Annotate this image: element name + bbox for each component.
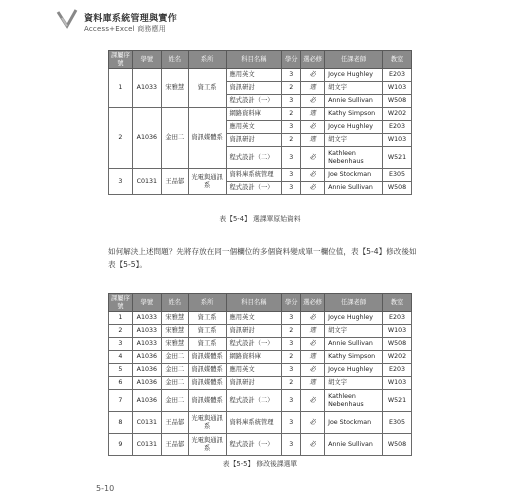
cell-dept: 光電與通訊系	[188, 412, 226, 434]
cell-seq: 2	[109, 108, 133, 169]
cell-req: 選	[301, 351, 325, 364]
cell-req: 選	[301, 377, 325, 390]
cell-id: A1036	[132, 364, 161, 377]
cell-seq: 3	[109, 169, 133, 195]
column-header: 姓名	[161, 51, 188, 69]
table-row	[109, 108, 412, 121]
cell-req: 必	[301, 338, 325, 351]
cell-credit: 3	[282, 390, 301, 412]
cell-seq: 9	[109, 434, 133, 456]
cell-req: 必	[301, 412, 325, 434]
page-number: 5-10	[96, 484, 115, 493]
cell-required: 必	[301, 121, 325, 134]
header-subtitle: Access+Excel 商務應用	[84, 25, 166, 33]
table-row	[109, 338, 412, 351]
cell-room: E203	[382, 121, 411, 134]
cell-teacher: Joyce Hughley	[325, 312, 383, 325]
cell-credit: 3	[282, 147, 301, 169]
header-logo-icon	[56, 8, 78, 30]
cell-room: E305	[382, 412, 411, 434]
cell-course: 應用英文	[226, 364, 282, 377]
cell-room: W508	[382, 338, 411, 351]
cell-course: 資訊研討	[226, 377, 282, 390]
table2-caption: 表【5-5】 修改後課選單	[222, 460, 298, 468]
column-header: 系所	[188, 294, 226, 312]
cell-credit: 3	[282, 95, 301, 108]
column-header: 課屬序號	[109, 51, 133, 69]
cell-name: 金田二	[161, 377, 188, 390]
cell-name: 金田二	[161, 364, 188, 377]
cell-id: A1033	[132, 325, 161, 338]
cell-dept: 資訊媒體系	[188, 364, 226, 377]
cell-course: 網路資料庫	[226, 108, 282, 121]
cell-room: W103	[382, 377, 411, 390]
cell-credit: 2	[282, 134, 301, 147]
column-header: 學分	[282, 294, 301, 312]
cell-teacher: Annie Sullivan	[325, 95, 383, 108]
cell-teacher: Kathy Simpson	[325, 108, 383, 121]
cell-course: 資訊研討	[226, 134, 282, 147]
cell-course: 程式設計（一）	[226, 95, 282, 108]
cell-credit: 3	[282, 69, 301, 82]
cell-required: 必	[301, 95, 325, 108]
table-row	[109, 351, 412, 364]
cell-dept: 資工系	[188, 338, 226, 351]
cell-room: W508	[382, 182, 411, 195]
cell-course: 資訊研討	[226, 82, 282, 95]
cell-course: 資料庫系統管理	[226, 169, 282, 182]
cell-id: C0131	[132, 434, 161, 456]
cell-req: 選	[301, 325, 325, 338]
cell-teacher: 胡文宇	[325, 377, 383, 390]
cell-credit: 3	[282, 338, 301, 351]
cell-dept: 資訊媒體系	[188, 351, 226, 364]
cell-credit: 3	[282, 412, 301, 434]
column-header: 科目名稱	[226, 51, 282, 69]
cell-room: E203	[382, 69, 411, 82]
cell-id: A1033	[132, 312, 161, 325]
cell-name: 宋雅慧	[161, 325, 188, 338]
cell-room: W103	[382, 325, 411, 338]
cell-id: C0131	[132, 169, 161, 195]
cell-dept: 資工系	[188, 325, 226, 338]
cell-room: W521	[382, 147, 411, 169]
cell-course: 應用英文	[226, 312, 282, 325]
cell-req: 必	[301, 434, 325, 456]
column-header: 學號	[132, 51, 161, 69]
table-header-row	[109, 294, 412, 312]
cell-id: A1036	[132, 377, 161, 390]
cell-course: 程式設計（一）	[226, 338, 282, 351]
cell-credit: 3	[282, 312, 301, 325]
cell-seq: 6	[109, 377, 133, 390]
cell-dept: 資訊媒體系	[188, 377, 226, 390]
cell-teacher: Joe Stockman	[325, 412, 383, 434]
cell-credit: 2	[282, 325, 301, 338]
cell-room: E305	[382, 169, 411, 182]
cell-course: 網路資料庫	[226, 351, 282, 364]
cell-course: 資料庫系統管理	[226, 412, 282, 434]
cell-dept: 資工系	[188, 69, 226, 108]
column-header: 任課老師	[325, 51, 383, 69]
column-header: 選必修	[301, 294, 325, 312]
cell-id: A1036	[132, 351, 161, 364]
page-header	[56, 6, 476, 44]
column-header: 教室	[382, 51, 411, 69]
cell-id: A1033	[132, 69, 161, 108]
cell-course: 應用英文	[226, 121, 282, 134]
table1-caption: 表【5-4】 選課單原始資料	[219, 215, 301, 223]
column-header: 姓名	[161, 294, 188, 312]
cell-course: 資訊研討	[226, 325, 282, 338]
table-row	[109, 390, 412, 412]
cell-name: 宋雅慧	[161, 338, 188, 351]
original-enrollment-table	[108, 50, 412, 195]
cell-dept: 資工系	[188, 312, 226, 325]
column-header: 系所	[188, 51, 226, 69]
cell-teacher: Joe Stockman	[325, 169, 383, 182]
table-header-row	[109, 51, 412, 69]
cell-seq: 3	[109, 338, 133, 351]
cell-id: A1033	[132, 338, 161, 351]
cell-teacher: Kathy Simpson	[325, 351, 383, 364]
cell-dept: 光電與通訊系	[188, 434, 226, 456]
cell-teacher: 胡文宇	[325, 325, 383, 338]
cell-room: W521	[382, 390, 411, 412]
cell-required: 必	[301, 169, 325, 182]
cell-course: 程式設計（一）	[226, 182, 282, 195]
cell-name: 王品郁	[161, 169, 188, 195]
cell-teacher: Joyce Hughley	[325, 121, 383, 134]
cell-seq: 5	[109, 364, 133, 377]
column-header: 教室	[382, 294, 411, 312]
cell-credit: 3	[282, 182, 301, 195]
body-paragraph: 如何解決上述問題？先將存放在同一個欄位的多個資料變成單一欄位值，表【5-4】修改後如表【5-5】。	[108, 247, 417, 269]
cell-required: 必	[301, 147, 325, 169]
cell-room: E203	[382, 312, 411, 325]
cell-credit: 3	[282, 434, 301, 456]
cell-credit: 2	[282, 351, 301, 364]
cell-dept: 光電與通訊系	[188, 169, 226, 195]
cell-credit: 3	[282, 121, 301, 134]
header-title: 資料庫系統管理與實作	[84, 14, 178, 24]
cell-credit: 3	[282, 364, 301, 377]
cell-credit: 3	[282, 169, 301, 182]
cell-seq: 4	[109, 351, 133, 364]
cell-course: 程式設計（二）	[226, 147, 282, 169]
cell-course: 應用英文	[226, 69, 282, 82]
cell-seq: 7	[109, 390, 133, 412]
cell-teacher: Kathleen Nebenhaus	[325, 147, 383, 169]
cell-id: C0131	[132, 412, 161, 434]
cell-name: 金田二	[161, 390, 188, 412]
column-header: 選必修	[301, 51, 325, 69]
cell-required: 必	[301, 69, 325, 82]
table-row	[109, 364, 412, 377]
cell-req: 必	[301, 312, 325, 325]
cell-req: 必	[301, 390, 325, 412]
cell-room: W202	[382, 351, 411, 364]
revised-enrollment-table	[108, 293, 412, 456]
cell-id: A1036	[132, 108, 161, 169]
table-row	[109, 377, 412, 390]
cell-name: 王品郁	[161, 434, 188, 456]
cell-dept: 資訊媒體系	[188, 390, 226, 412]
cell-teacher: Annie Sullivan	[325, 182, 383, 195]
cell-teacher: Annie Sullivan	[325, 338, 383, 351]
cell-teacher: 胡文宇	[325, 82, 383, 95]
cell-teacher: 胡文宇	[325, 134, 383, 147]
column-header: 學分	[282, 51, 301, 69]
cell-required: 選	[301, 82, 325, 95]
column-header: 任課老師	[325, 294, 383, 312]
column-header: 課屬序號	[109, 294, 133, 312]
cell-seq: 1	[109, 69, 133, 108]
cell-room: W103	[382, 82, 411, 95]
table-row	[109, 434, 412, 456]
cell-required: 選	[301, 134, 325, 147]
cell-room: W202	[382, 108, 411, 121]
table-row	[109, 312, 412, 325]
cell-room: W508	[382, 95, 411, 108]
cell-id: A1036	[132, 390, 161, 412]
cell-room: W103	[382, 134, 411, 147]
table-row	[109, 325, 412, 338]
cell-seq: 8	[109, 412, 133, 434]
cell-teacher: Annie Sullivan	[325, 434, 383, 456]
cell-name: 金田二	[161, 108, 188, 169]
cell-required: 選	[301, 108, 325, 121]
table-row	[109, 169, 412, 182]
cell-credit: 2	[282, 108, 301, 121]
cell-course: 程式設計（一）	[226, 434, 282, 456]
cell-seq: 1	[109, 312, 133, 325]
cell-teacher: Kathleen Nebenhaus	[325, 390, 383, 412]
cell-credit: 2	[282, 82, 301, 95]
cell-seq: 2	[109, 325, 133, 338]
cell-name: 宋雅慧	[161, 69, 188, 108]
column-header: 科目名稱	[226, 294, 282, 312]
cell-dept: 資訊媒體系	[188, 108, 226, 169]
cell-name: 王品郁	[161, 412, 188, 434]
cell-room: E203	[382, 364, 411, 377]
column-header: 學號	[132, 294, 161, 312]
cell-teacher: Joyce Hughley	[325, 69, 383, 82]
cell-teacher: Joyce Hughley	[325, 364, 383, 377]
cell-name: 金田二	[161, 351, 188, 364]
table-row	[109, 412, 412, 434]
table-row	[109, 69, 412, 82]
cell-course: 程式設計（二）	[226, 390, 282, 412]
cell-credit: 2	[282, 377, 301, 390]
cell-req: 必	[301, 364, 325, 377]
cell-required: 必	[301, 182, 325, 195]
cell-room: W508	[382, 434, 411, 456]
cell-name: 宋雅慧	[161, 312, 188, 325]
